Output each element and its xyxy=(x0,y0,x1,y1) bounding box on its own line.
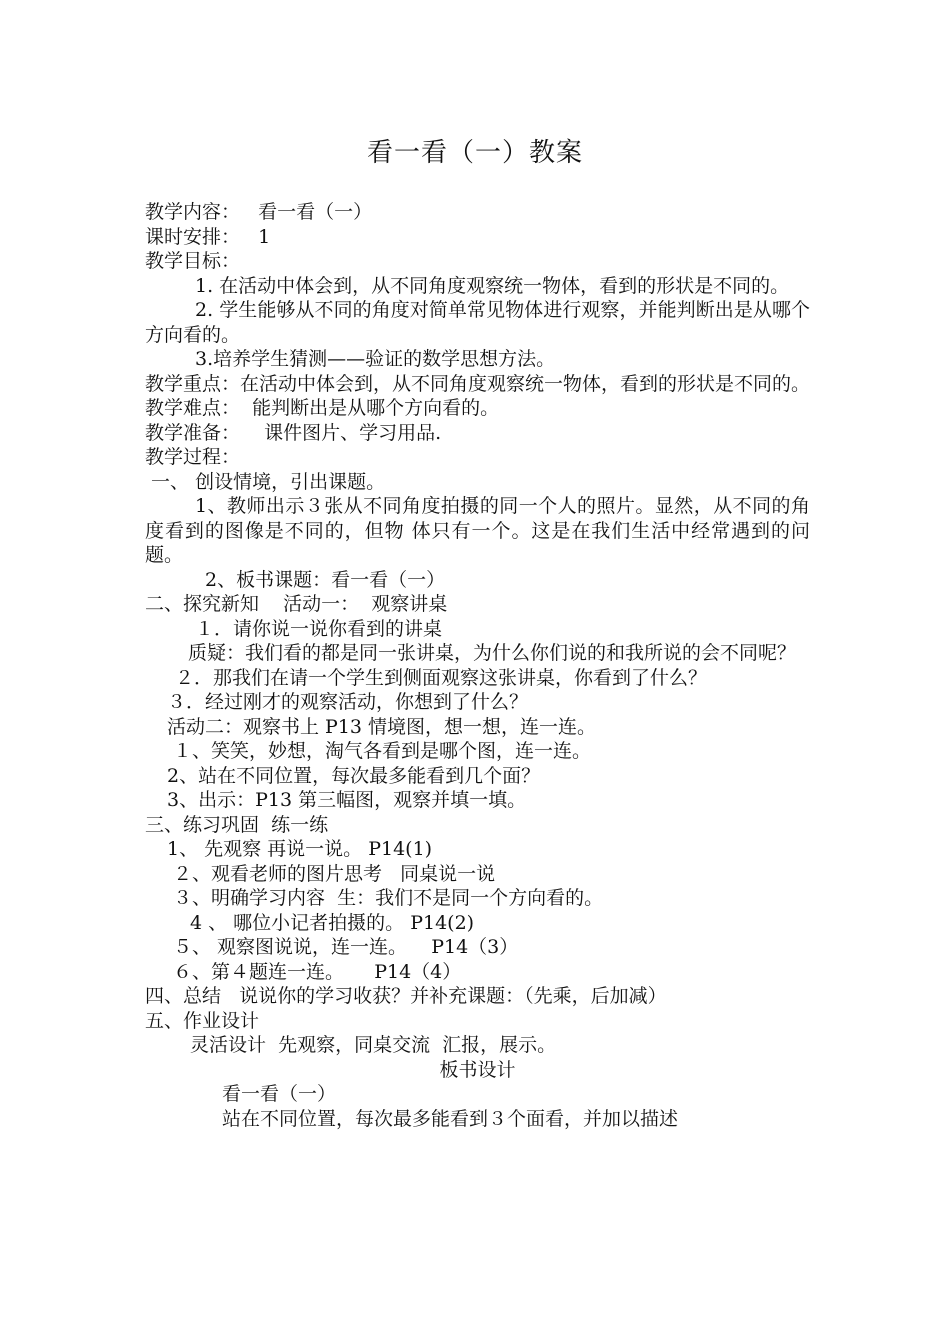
text-line: 1. 在活动中体会到，从不同角度观察统一物体，看到的形状是不同的。 xyxy=(195,274,790,297)
text-line: 1、教师出示３张从不同角度拍摄的同一个人的照片。显然，从不同的角度看到的图像是不同的，但物 体只有一个。这是在我们生活中经常遇到的问题。 xyxy=(145,495,810,566)
text-line: 二、探究新知 活动一： 观察讲桌 xyxy=(145,593,448,615)
text-line: 教学准备： 课件图片、学习用品. xyxy=(145,421,442,444)
text-line: ２．那我们在请一个学生到侧面观察这张讲桌，你看到了什么？ xyxy=(175,666,708,689)
text-line: ３．经过刚才的观察活动，你想到了什么？ xyxy=(167,691,529,713)
text-line: 质疑：我们看的都是同一张讲桌，为什么你们说的和我所说的会不同呢？ xyxy=(188,642,797,664)
text-line: 1、 先观察 再说一说。 P14(1) xyxy=(167,838,433,860)
text-line: １、笑笑，妙想，淘气各看到是哪个图，连一连。 xyxy=(173,740,592,762)
text-line: 教学目标： xyxy=(145,250,241,272)
text-line: 3.培养学生猜测——验证的数学思想方法。 xyxy=(195,348,556,370)
text-line: 2、板书课题：看一看（一） xyxy=(205,568,446,591)
text-line: 2. 学生能够从不同的角度对简单常见物体进行观察，并能判断出是从哪个方向看的。 xyxy=(145,299,810,346)
text-line: 2、站在不同位置，每次最多能看到几个面？ xyxy=(167,764,541,787)
text-line: 站在不同位置，每次最多能看到３个面看，并加以描述 xyxy=(222,1107,679,1130)
text-line: 四、总结 说说你的学习收获？并补充课题：（先乘，后加减） xyxy=(145,985,667,1007)
text-line: 五、作业设计 xyxy=(145,1009,260,1032)
text-line: 教学内容： 看一看（一） xyxy=(145,201,373,223)
text-line: 看一看（一） xyxy=(222,1083,337,1105)
text-line: 教学过程： xyxy=(145,446,241,468)
text-line: 灵活设计 先观察，同桌交流 汇报，展示。 xyxy=(190,1034,557,1056)
document-title: 看一看（一）教案 xyxy=(366,138,583,168)
text-line: 4 、 哪位小记者拍摄的。 P14(2) xyxy=(190,911,475,934)
text-line: 三、练习巩固 练一练 xyxy=(145,813,329,836)
document-body xyxy=(145,200,810,1131)
text-line: ２、观看老师的图片思考 同桌说一说 xyxy=(173,862,496,885)
text-line: 教学难点： 能判断出是从哪个方向看的。 xyxy=(145,397,500,419)
text-line: 板书设计 xyxy=(439,1058,516,1081)
text-line: 一、 创设情境，引出课题。 xyxy=(145,470,386,493)
text-line: 教学重点：在活动中体会到，从不同角度观察统一物体，看到的形状是不同的。 xyxy=(145,372,811,395)
text-line: ５、 观察图说说，连一连。 P14（3） xyxy=(173,936,519,958)
text-line: 活动二：观察书上 P13 情境图，想一想，连一连。 xyxy=(167,715,597,738)
text-line: １．请你说一说你看到的讲桌 xyxy=(195,617,443,640)
text-line: 课时安排： 1 xyxy=(145,225,271,248)
text-line: ３、明确学习内容 生：我们不是同一个方向看的。 xyxy=(173,887,604,909)
text-line: 3、出示：P13 第三幅图，观察并填一填。 xyxy=(167,789,527,811)
text-line: ６、第４题连一连。 P14（4） xyxy=(173,960,462,983)
